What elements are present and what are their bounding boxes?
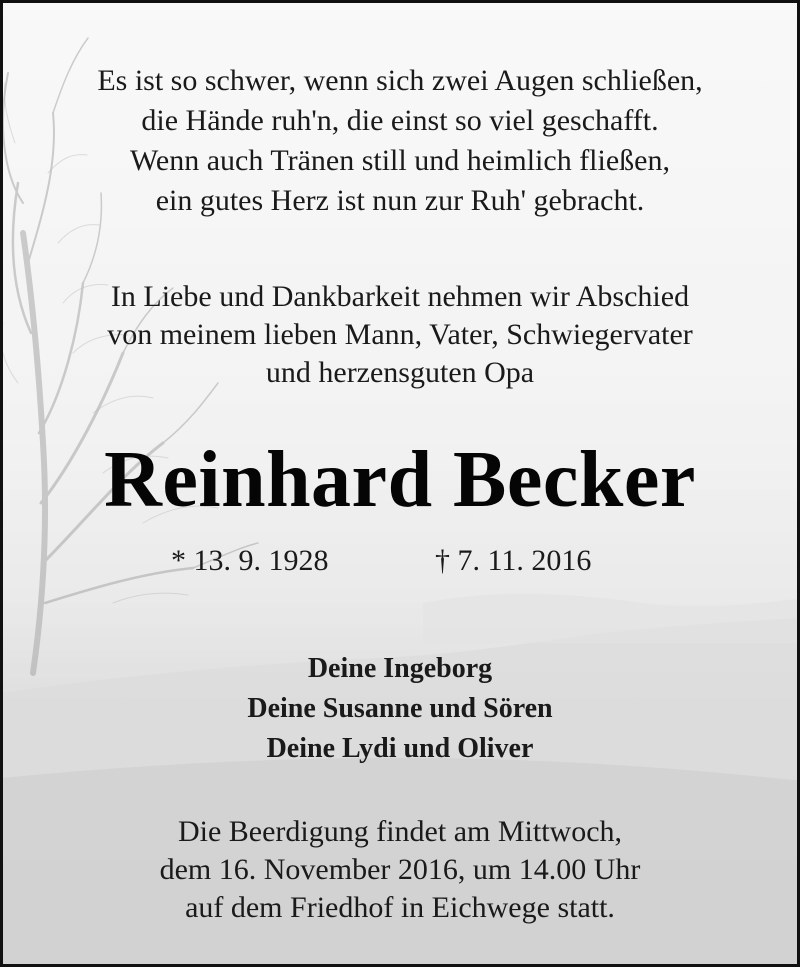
funeral-line: auf dem Friedhof in Eichwege statt. [185,891,615,924]
poem [3,61,797,221]
death-date: † 7. 11. 2016 [435,544,592,577]
deceased-name: Reinhard Becker [104,436,696,524]
family-signatures [3,649,797,769]
birth-date: * 13. 9. 1928 [171,544,329,577]
funeral-line: Die Beerdigung findet am Mittwoch, [177,815,623,848]
farewell-intro [3,278,797,392]
poem-line: ein gutes Herz ist nun zur Ruh' gebracht. [155,184,645,217]
intro-line: In Liebe und Dankbarkeit nehmen wir Abschied [110,280,690,313]
funeral-line: dem 16. November 2016, um 14.00 Uhr [159,853,641,886]
poem-line: Es ist so schwer, wenn sich zwei Augen schließen, [97,64,703,97]
funeral-info [3,813,797,927]
family-line: Deine Susanne und Sören [247,693,553,724]
family-line: Deine Ingeborg [307,653,493,684]
poem-line: die Hände ruh'n, die einst so viel geschafft. [141,104,659,137]
intro-line: von meinem lieben Mann, Vater, Schwiegervater [107,318,693,351]
poem-line: Wenn auch Tränen still und heimlich fließen, [130,144,670,177]
family-line: Deine Lydi und Oliver [266,733,534,764]
intro-line: und herzensguten Opa [265,356,535,389]
